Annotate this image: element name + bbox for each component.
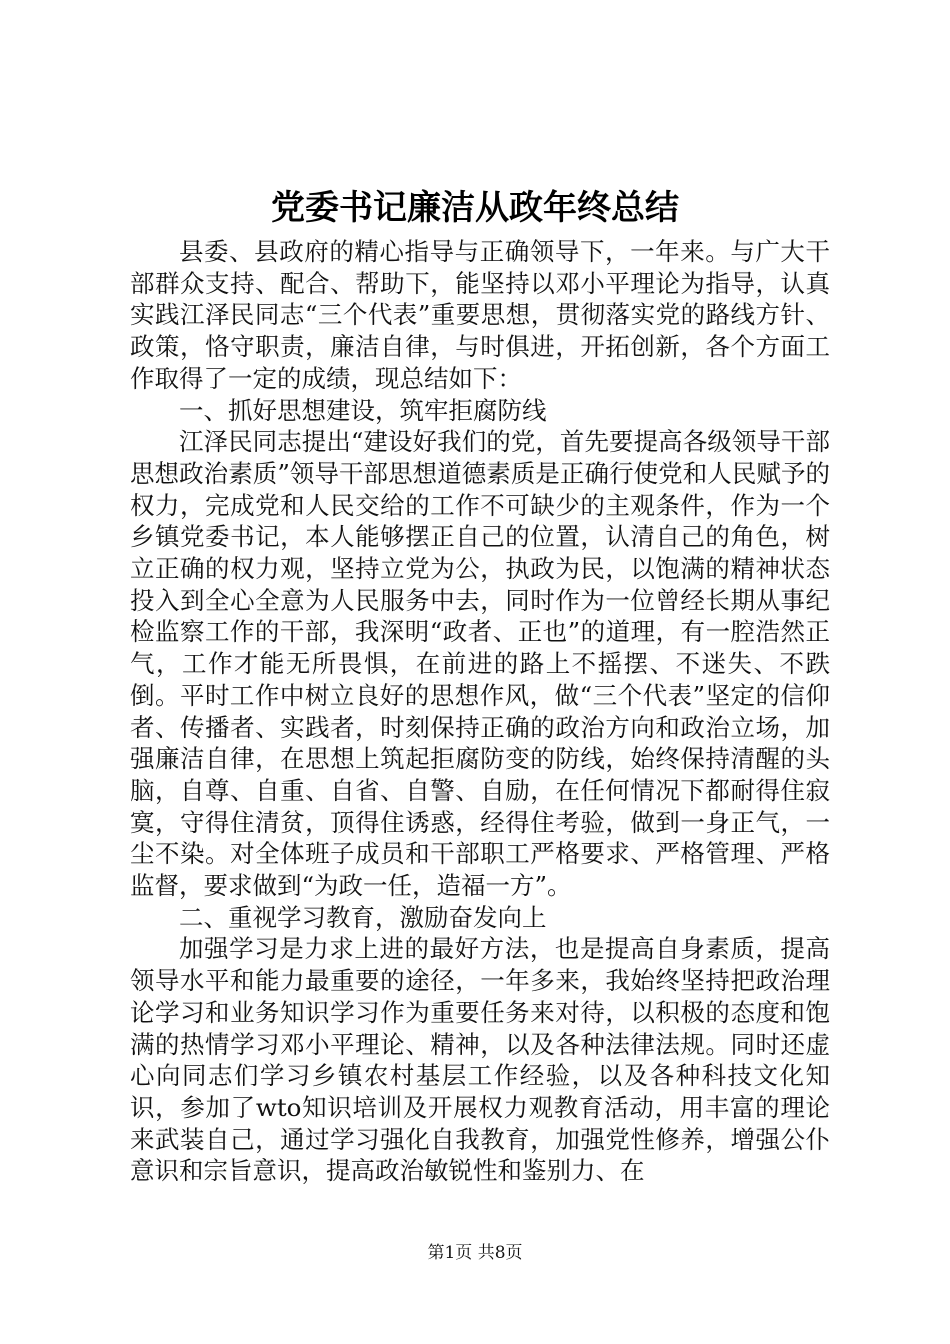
paragraph-intro: 县委、县政府的精心指导与正确领导下，一年来。与广大干部群众支持、配合、帮助下，能坚持以邓小平理论为指导，认真实践江泽民同志“三个代表”重要思想，贯彻落实党的路线方针、政策，恪守职责，廉洁自律，与时俱进，开拓创新，各个方面工作取得了一定的成绩，现总结如下： [130,237,830,393]
page-number-footer: 第1页 共8页 [427,1243,523,1263]
section-heading-1: 一、抓好思想建设，筑牢拒腐防线 [179,395,547,425]
paragraph-section-2: 加强学习是力求上进的最好方法，也是提高自身素质，提高领导水平和能力最重要的途径，一年多来，我始终坚持把政治理论学习和业务知识学习作为重要任务来对待，以积极的态度和饱满的热情学习邓小平理论、精神，以及各种法律法规。同时还虚心向同志们学习乡镇农村基层工作经验，以及各种科技文化知识，参加了wto知识培训及开展权力观教育活动，用丰富的理论来武装自己，通过学习强化自我教育，加强党性修养，增强公仆意识和宗旨意识，提高政治敏锐性和鉴别力、在 [130,934,830,1186]
document-title: 党委书记廉洁从政年终总结 [271,188,679,228]
paragraph-section-1: 江泽民同志提出“建设好我们的党，首先要提高各级领导干部思想政治素质”领导干部思想道德素质是正确行使党和人民赋予的权力，完成党和人民交给的工作不可缺少的主观条件，作为一个乡镇党委书记，本人能够摆正自己的位置，认清自己的角色，树立正确的权力观，坚持立党为公，执政为民，以饱满的精神状态投入到全心全意为人民服务中去，同时作为一位曾经长期从事纪检监察工作的干部，我深明“政者、正也”的道理，有一腔浩然正气，工作才能无所畏惧，在前进的路上不摇摆、不迷失、不跌倒。平时工作中树立良好的思想作风，做“三个代表”坚定的信仰者、传播者、实践者，时刻保持正确的政治方向和政治立场，加强廉洁自律，在思想上筑起拒腐防变的防线，始终保持清醒的头脑，自尊、自重、自省、自警、自励，在任何情况下都耐得住寂寞，守得住清贫，顶得住诱惑，经得住考验，做到一身正气，一尘不染。对全体班子成员和干部职工严格要求、严格管理、严格监督，要求做到“为政一任，造福一方”。 [130,427,830,901]
document-body [130,236,830,1187]
section-heading-2: 二、重视学习教育，激励奋发向上 [179,902,547,932]
